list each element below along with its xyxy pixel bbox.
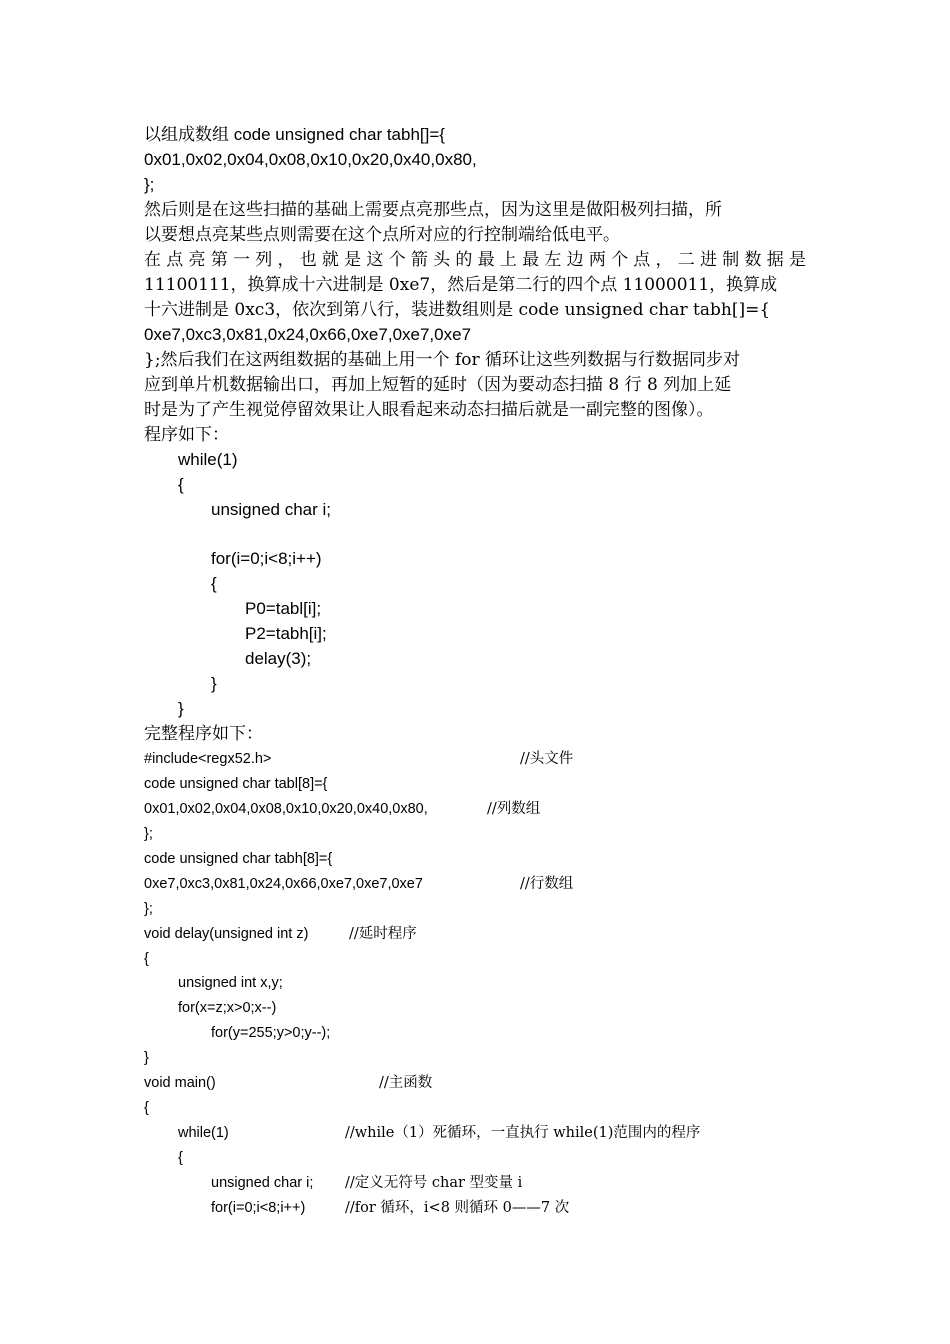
code-line: unsigned int x,y; [178, 975, 283, 991]
code-line: 0x01,0x02,0x04,0x08,0x10,0x20,0x40,0x80, [144, 150, 477, 169]
code-line: while(1) [178, 1125, 229, 1141]
code-comment: //延时程序 [349, 926, 417, 942]
code-line: 0xe7,0xc3,0x81,0x24,0x66,0xe7,0xe7,0xe7 [144, 876, 423, 892]
paragraph-line: };然后我们在这两组数据的基础上用一个 for 循环让这些列数据与行数据同步对 [144, 350, 741, 370]
code-comment: //定义无符号 char 型变量 i [345, 1175, 523, 1191]
code-comment: //主函数 [379, 1075, 433, 1091]
code-line: { [144, 1100, 149, 1116]
code-line: { [144, 951, 149, 967]
code-line: while(1) [178, 450, 238, 469]
code-line: { [178, 475, 184, 494]
code-line: } [211, 674, 217, 693]
code-line: unsigned char i; [211, 1175, 314, 1191]
code-line: P0=tabl[i]; [245, 599, 322, 618]
code-line: for(i=0;i<8;i++) [211, 549, 322, 568]
section-title: 完整程序如下： [144, 724, 263, 744]
code-line: P2=tabh[i]; [245, 624, 327, 643]
code-line: void main() [144, 1075, 216, 1091]
code-comment: //for 循环，i<8 则循环 0——7 次 [345, 1200, 570, 1216]
code-line: { [178, 1150, 183, 1166]
code-line: }; [144, 175, 155, 194]
code-line: } [178, 699, 184, 718]
paragraph-line: 应到单片机数据输出口，再加上短暂的延时（因为要动态扫描 8 行 8 列加上延 [144, 375, 732, 395]
code-line: 0xe7,0xc3,0x81,0x24,0x66,0xe7,0xe7,0xe7 [144, 325, 472, 344]
code-line: }; [144, 901, 153, 917]
code-line: code unsigned char tabl[8]={ [144, 776, 328, 792]
code-line: for(x=z;x>0;x--) [178, 1000, 277, 1016]
code-line: { [211, 574, 217, 593]
code-line: 0x01,0x02,0x04,0x08,0x10,0x20,0x40,0x80, [144, 801, 428, 817]
paragraph-line: 十六进制是 0xc3，依次到第八行，装进数组则是 code unsigned char tabh[]={ [144, 300, 771, 320]
code-line: for(i=0;i<8;i++) [211, 1200, 306, 1216]
code-line: void delay(unsigned int z) [144, 926, 309, 942]
code-comment: //头文件 [520, 751, 574, 767]
code-comment: //列数组 [487, 801, 541, 817]
paragraph-line: 在点亮第一列，也就是这个箭头的最上最左边两个点，二进制数据是 [144, 250, 806, 270]
text-line: 以组成数组 code unsigned char tabh[]={ [144, 125, 445, 144]
code-line: unsigned char i; [211, 500, 332, 519]
paragraph-line: 时是为了产生视觉停留效果让人眼看起来动态扫描后就是一副完整的图像）。 [144, 400, 714, 420]
code-line: #include<regx52.h> [144, 751, 272, 767]
paragraph-line: 程序如下： [144, 425, 229, 445]
code-comment: //while（1）死循环，一直执行 while(1)范围内的程序 [345, 1125, 701, 1141]
code-line: delay(3); [245, 649, 312, 668]
paragraph-line: 以要想点亮某些点则需要在这个点所对应的行控制端给低电平。 [144, 225, 620, 245]
code-line: for(y=255;y>0;y--); [211, 1025, 331, 1041]
code-line: code unsigned char tabh[8]={ [144, 851, 333, 867]
code-comment: //行数组 [520, 876, 574, 892]
code-line: } [144, 1050, 149, 1066]
paragraph-line: 然后则是在这些扫描的基础上需要点亮那些点，因为这里是做阳极列扫描，所 [144, 200, 722, 220]
paragraph-line: 11100111，换算成十六进制是 0xe7，然后是第二行的四个点 11000011，换算成 [144, 275, 778, 295]
code-line: }; [144, 826, 153, 842]
